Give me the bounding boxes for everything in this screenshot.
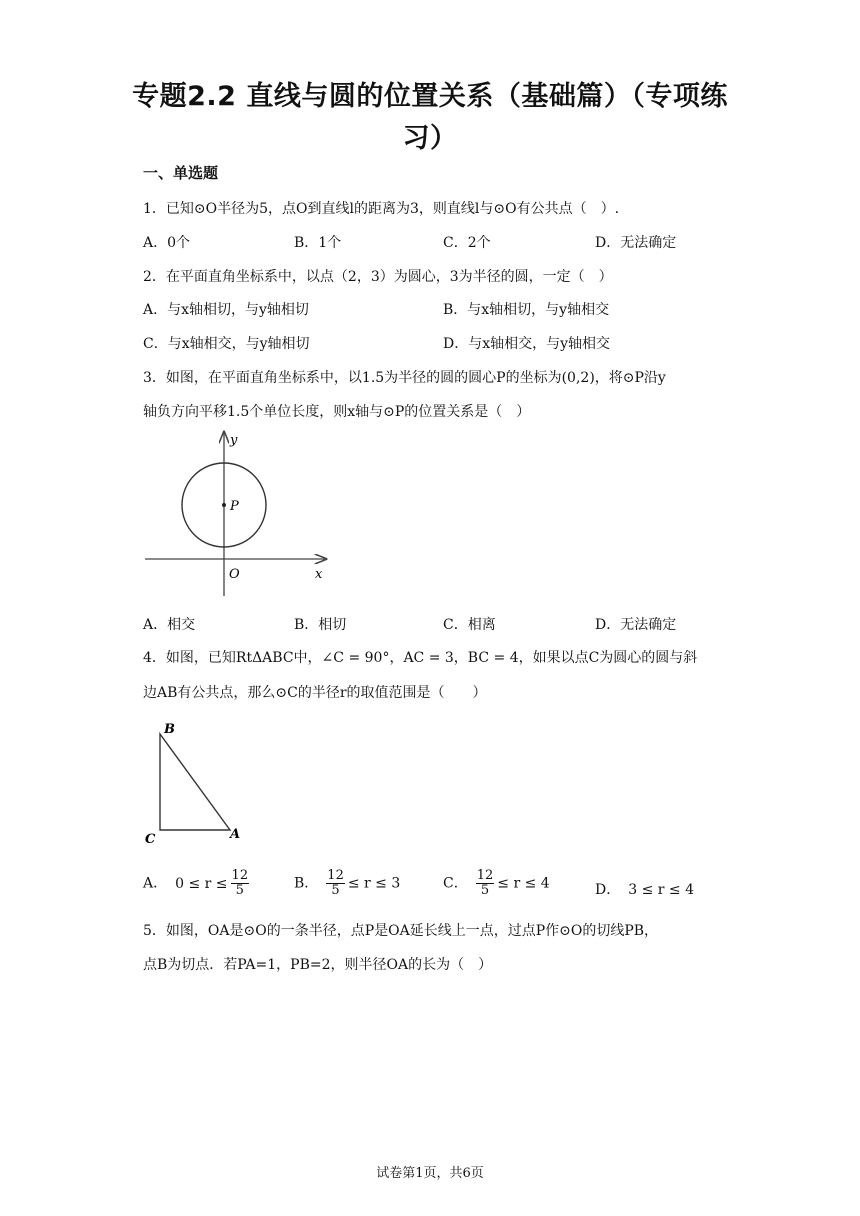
- q3-option-a: A．相交: [143, 617, 196, 633]
- section-heading: 一、单选题: [143, 164, 219, 182]
- q2-option-d: D．与x轴相交，与y轴相交: [443, 336, 611, 352]
- q4-option-a: A． 0 ≤ r ≤ $\frac{12}{5}$: [143, 868, 249, 898]
- question-5-stem-line1: 5．如图，OA是⊙O的一条半径，点P是OA延长线上一点，过点P作⊙O的切线PB，: [143, 923, 659, 939]
- y-axis-label: y: [230, 433, 238, 448]
- question-4-stem-line2: 边AB有公共点，那么⊙C的半径r的取值范围是（ ）: [143, 685, 487, 701]
- triangle-abc: [160, 734, 230, 830]
- vertex-b-label: B: [164, 722, 175, 737]
- q4-option-c: C． $\frac{12}{5}$ ≤ r ≤ 4: [443, 868, 550, 898]
- center-label: P: [230, 499, 239, 514]
- page-footer: 试卷第1页，共6页: [376, 1166, 484, 1181]
- q1-option-d: D．无法确定: [595, 235, 677, 251]
- center-point-p: [222, 503, 226, 507]
- q1-option-c: C．2个: [443, 235, 491, 251]
- q3-option-c: C．相离: [443, 617, 496, 633]
- question-3-stem-line2: 轴负方向平移1.5个单位长度，则x轴与⊙P的位置关系是（ ）: [143, 404, 531, 420]
- question-1-stem: 1．已知⊙O半径为5，点O到直线l的距离为3，则直线l与⊙O有公共点（ ）.: [143, 201, 620, 217]
- question-2-stem: 2．在平面直角坐标系中，以点（2，3）为圆心，3为半径的圆，一定（ ）: [143, 269, 613, 285]
- q2-option-a: A．与x轴相切，与y轴相切: [143, 302, 309, 318]
- origin-label: O: [229, 567, 240, 582]
- q4-option-b: B． $\frac{12}{5}$ ≤ r ≤ 3: [294, 868, 401, 898]
- q4-triangle-figure: [140, 716, 250, 851]
- q1-option-b: B．1个: [294, 235, 342, 251]
- q2-option-b: B．与x轴相切，与y轴相交: [443, 302, 610, 318]
- q3-coordinate-figure: [140, 426, 340, 601]
- q2-option-c: C．与x轴相交，与y轴相切: [143, 336, 310, 352]
- q3-option-d: D．无法确定: [595, 617, 677, 633]
- document-title: 专题2.2 直线与圆的位置关系（基础篇）（专项练: [132, 81, 728, 112]
- question-4-stem-line1: 4．如图，已知RtΔABC中，∠C = 90°，AC = 3，BC = 4，如果以点C为圆心的圆与斜: [143, 650, 698, 666]
- q4-option-d: D． 3 ≤ r ≤ 4: [595, 882, 695, 898]
- vertex-c-label: C: [145, 832, 156, 847]
- q1-option-a: A．0个: [143, 235, 191, 251]
- x-axis-label: x: [315, 567, 323, 582]
- vertex-a-label: A: [230, 827, 241, 842]
- q3-option-b: B．相切: [294, 617, 347, 633]
- question-3-stem-line1: 3．如图，在平面直角坐标系中，以1.5为半径的圆的圆心P的坐标为(0,2)，将⊙P沿y: [143, 370, 666, 386]
- question-5-stem-line2: 点B为切点．若PA=1，PB=2，则半径OA的长为（ ）: [143, 957, 493, 973]
- document-title-continued: 习）: [402, 123, 458, 154]
